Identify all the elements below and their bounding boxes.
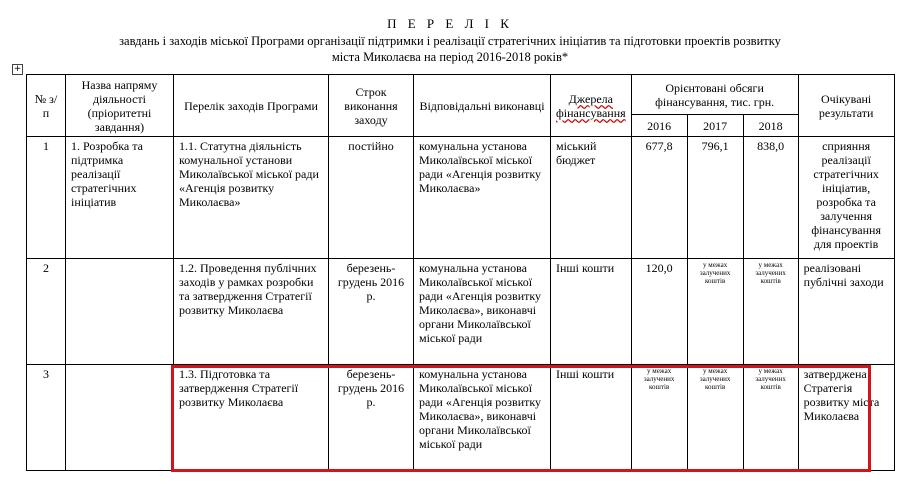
row-num: 2	[27, 259, 66, 365]
subtitle-line-2: міста Миколаєва на період 2016-2018 років*	[331, 50, 569, 64]
row-source: Інші кошти	[551, 259, 632, 365]
header-term: Строк виконання заходу	[329, 75, 414, 137]
program-table	[26, 74, 895, 471]
row-2016: 677,8	[631, 137, 687, 259]
row-term: березень-грудень 2016 р.	[329, 259, 414, 365]
header-results: Очікувані результати	[798, 75, 894, 137]
row-direction	[66, 259, 174, 365]
table-row	[27, 137, 895, 259]
header-executors: Відповідальні виконавці	[414, 75, 551, 137]
row-2017: у межах залучених коштів	[687, 365, 743, 471]
table-move-handle-icon[interactable]: +	[13, 64, 22, 74]
row-measure: 1.2. Проведення публічних заходів у рамках розробки та затвердження Стратегії розвитку Миколаєва	[174, 259, 329, 365]
header-measures: Перелік заходів Програми	[174, 75, 329, 137]
row-2017: 796,1	[687, 137, 743, 259]
row-term: березень-грудень 2016 р.	[329, 365, 414, 471]
row-2016: у межах залучених коштів	[631, 365, 687, 471]
header-num: № з/п	[27, 75, 66, 137]
table-row	[27, 259, 895, 365]
document-subtitle	[60, 33, 840, 65]
table-row	[27, 365, 895, 471]
row-num: 1	[27, 137, 66, 259]
row-result: сприяння реалізації стратегічних ініціатив, розробка та залучення фінансування для проектів	[798, 137, 894, 259]
row-source: Інші кошти	[551, 365, 632, 471]
row-2018: у межах залучених коштів	[743, 365, 798, 471]
row-result: реалізовані публічні заходи	[798, 259, 894, 365]
subtitle-line-1: завдань і заходів міської Програми організації підтримки і реалізації стратегічних ініціатив та підготовки проектів розвитку	[119, 34, 781, 48]
header-funding: Орієнтовані обсяги фінансування, тис. грн.	[631, 75, 798, 115]
row-source: міський бюджет	[551, 137, 632, 259]
header-year-2018: 2018	[743, 115, 798, 137]
row-term: постійно	[329, 137, 414, 259]
row-num: 3	[27, 365, 66, 471]
row-executors: комунальна установа Миколаївської міської ради «Агенція розвитку Миколаєва», виконавчі органи Миколаївської міської ради	[414, 365, 551, 471]
row-executors: комунальна установа Миколаївської міської ради «Агенція розвитку Миколаєва», виконавчі органи Миколаївської міської ради	[414, 259, 551, 365]
header-sources: Джерела фінансування	[551, 75, 632, 137]
row-measure: 1.1. Статутна діяльність комунальної установи Миколаївської міської ради «Агенція розвитку Миколаєва»	[174, 137, 329, 259]
row-2017: у межах залучених коштів	[687, 259, 743, 365]
row-direction	[66, 365, 174, 471]
row-result: затверджена Стратегія розвитку міста Миколаєва	[798, 365, 894, 471]
row-measure: 1.3. Підготовка та затвердження Стратегії розвитку Миколаєва	[174, 365, 329, 471]
header-year-2016: 2016	[631, 115, 687, 137]
header-direction: Назва напряму діяльності (пріоритетні завдання)	[66, 75, 174, 137]
row-2018: 838,0	[743, 137, 798, 259]
header-year-2017: 2017	[687, 115, 743, 137]
row-2018: у межах залучених коштів	[743, 259, 798, 365]
row-executors: комунальна установа Миколаївської міської ради «Агенція розвитку Миколаєва»	[414, 137, 551, 259]
document-title: П Е Р Е Л І К	[387, 16, 513, 31]
row-direction: 1. Розробка та підтримка реалізації стратегічних ініціатив	[66, 137, 174, 259]
row-2016: 120,0	[631, 259, 687, 365]
